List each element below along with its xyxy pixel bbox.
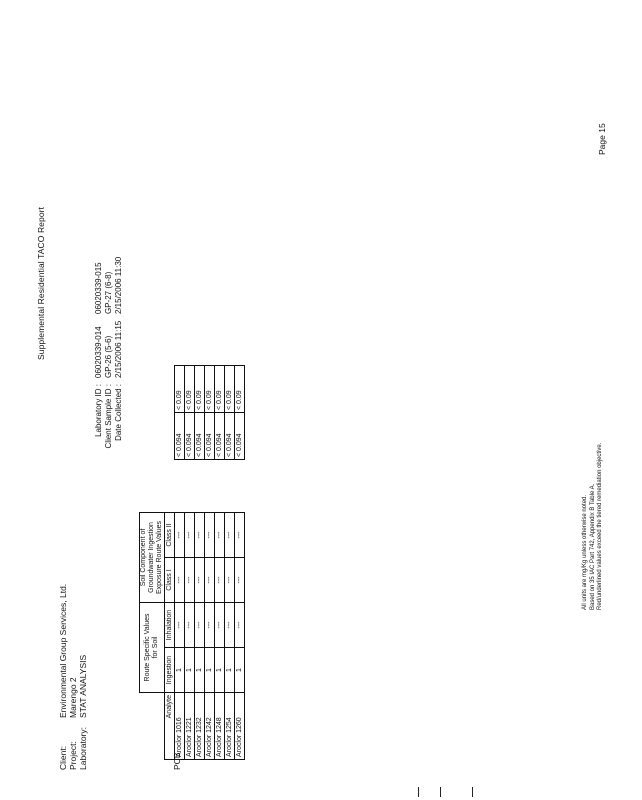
class-1-value: ---: [195, 558, 205, 603]
class-2-value: ---: [235, 513, 245, 558]
class-1-value: ---: [175, 558, 185, 603]
row-gap: [235, 460, 245, 513]
inhalation-column-header: Inhalation: [165, 603, 175, 648]
inhalation-value: ---: [215, 603, 225, 648]
result-sample-1: < 0.094: [235, 413, 245, 460]
client-sample-id-label: Client Sample ID :: [104, 384, 113, 449]
scan-edge-mark: [440, 787, 441, 797]
result-sample-1: < 0.094: [225, 413, 235, 460]
footnote-basis: Based on 35 IAC Part 742, Appendix B Table A.: [589, 483, 596, 610]
header-spacer: [140, 413, 165, 460]
ingestion-value: 1: [175, 648, 185, 693]
inhalation-value: ---: [225, 603, 235, 648]
ingestion-value: 1: [185, 648, 195, 693]
class-1-value: ---: [215, 558, 225, 603]
table-row: [205, 366, 215, 760]
inhalation-value: ---: [185, 603, 195, 648]
inhalation-value: ---: [205, 603, 215, 648]
ingestion-value: 1: [225, 648, 235, 693]
ingestion-column-header: Ingestion: [165, 648, 175, 693]
result-sample-1: < 0.094: [195, 413, 205, 460]
header-spacer: [165, 413, 175, 460]
laboratory-line: [78, 584, 88, 770]
ingestion-value: 1: [205, 648, 215, 693]
client-sample-id-value-1: GP-26 (5-6): [104, 335, 113, 378]
analyte-name: Aroclor 1242: [205, 693, 215, 760]
lab-info-row: [104, 250, 114, 502]
lab-id-value-1: 06020339-014: [94, 326, 103, 378]
client-sample-id-value-2: GP-27 (6-8): [104, 271, 113, 314]
analyte-name: Aroclor 1260: [235, 693, 245, 760]
class-2-value: ---: [215, 513, 225, 558]
date-collected-value-2: 2/15/2006 11:30: [114, 256, 123, 314]
scan-edge-mark: [472, 787, 473, 797]
class-2-value: ---: [205, 513, 215, 558]
row-gap: [195, 460, 205, 513]
footnote-units: All units are mg/Kg unless otherwise noted.: [582, 494, 588, 610]
header-gap: [140, 460, 165, 513]
soil-component-header: [140, 513, 165, 603]
result-sample-1: < 0.094: [185, 413, 195, 460]
analyte-name: Aroclor 1232: [195, 693, 205, 760]
table-row: [235, 366, 245, 760]
project-value: Marengo 2: [68, 677, 78, 718]
report-title: Supplemental Residential TACO Report: [36, 206, 46, 360]
pcb-results-table: [139, 365, 245, 760]
report-header: [58, 584, 88, 770]
table-row: [195, 366, 205, 760]
page-number: Page 15: [597, 123, 607, 155]
lab-info-block: [94, 250, 124, 502]
project-line: [68, 584, 78, 770]
result-sample-1: < 0.094: [175, 413, 185, 460]
ingestion-value: 1: [215, 648, 225, 693]
footnotes: [582, 443, 605, 610]
route-specific-header: [140, 603, 165, 693]
class-1-value: ---: [235, 558, 245, 603]
header-spacer: [140, 693, 165, 760]
class-1-value: ---: [225, 558, 235, 603]
analyte-name: Aroclor 1016: [175, 693, 185, 760]
class-2-value: ---: [185, 513, 195, 558]
lab-id-value-2: 06020339-015: [94, 262, 103, 314]
pcb-section-label: PCB: [172, 752, 182, 770]
row-gap: [215, 460, 225, 513]
project-label: Project:: [68, 741, 78, 770]
lab-info-row: [94, 250, 104, 502]
client-value: Environmental Group Services, Ltd.: [58, 583, 68, 718]
row-gap: [175, 460, 185, 513]
header-spacer: [165, 366, 175, 413]
class-2-value: ---: [195, 513, 205, 558]
result-sample-2: < 0.09: [235, 366, 245, 413]
row-gap: [185, 460, 195, 513]
analyte-name: Aroclor 1254: [225, 693, 235, 760]
inhalation-value: ---: [175, 603, 185, 648]
table-header-row-1: [140, 366, 165, 760]
header-spacer: [140, 366, 165, 413]
row-gap: [225, 460, 235, 513]
class-1-value: ---: [185, 558, 195, 603]
result-sample-2: < 0.09: [195, 366, 205, 413]
analyte-column-header: Analyte: [165, 693, 175, 760]
result-sample-2: < 0.09: [175, 366, 185, 413]
scan-edge-mark: [418, 787, 419, 797]
route-header-line2: for Soil: [152, 636, 159, 659]
ingestion-value: 1: [195, 648, 205, 693]
analyte-name: Aroclor 1248: [215, 693, 225, 760]
client-label: Client:: [58, 745, 68, 770]
soil-header-line2: Groundwater Ingestion: [148, 522, 155, 593]
inhalation-value: ---: [195, 603, 205, 648]
analyte-name: Aroclor 1221: [185, 693, 195, 760]
table-row: [215, 366, 225, 760]
result-sample-2: < 0.09: [215, 366, 225, 413]
class-1-column-header: Class I: [165, 558, 175, 603]
laboratory-value: STAT ANALYSIS: [78, 654, 88, 718]
table-row: [225, 366, 235, 760]
table-row: [175, 366, 185, 760]
footnote-exceed: Red/underlined values exceed the tiered remediation objective.: [597, 442, 603, 610]
class-2-value: ---: [225, 513, 235, 558]
client-line: [58, 584, 68, 770]
inhalation-value: ---: [235, 603, 245, 648]
class-2-value: ---: [175, 513, 185, 558]
laboratory-label: Laboratory:: [78, 727, 88, 770]
lab-id-label: Laboratory ID :: [94, 384, 103, 437]
table-header-row-2: [165, 366, 175, 760]
class-1-value: ---: [205, 558, 215, 603]
table-row: [185, 366, 195, 760]
class-2-column-header: Class II: [165, 513, 175, 558]
result-sample-1: < 0.094: [205, 413, 215, 460]
date-collected-label: Date Collected :: [114, 384, 123, 441]
lab-info-row: [114, 250, 124, 502]
soil-header-line1: Soil Component of: [140, 528, 147, 587]
result-sample-2: < 0.09: [225, 366, 235, 413]
result-sample-1: < 0.094: [215, 413, 225, 460]
result-sample-2: < 0.09: [205, 366, 215, 413]
date-collected-value-1: 2/15/2006 11:15: [114, 320, 123, 378]
header-gap: [165, 460, 175, 513]
row-gap: [205, 460, 215, 513]
route-header-line1: Route Specific Values: [144, 613, 151, 682]
ingestion-value: 1: [235, 648, 245, 693]
result-sample-2: < 0.09: [185, 366, 195, 413]
soil-header-line3: Exposure Route Values: [156, 520, 163, 595]
